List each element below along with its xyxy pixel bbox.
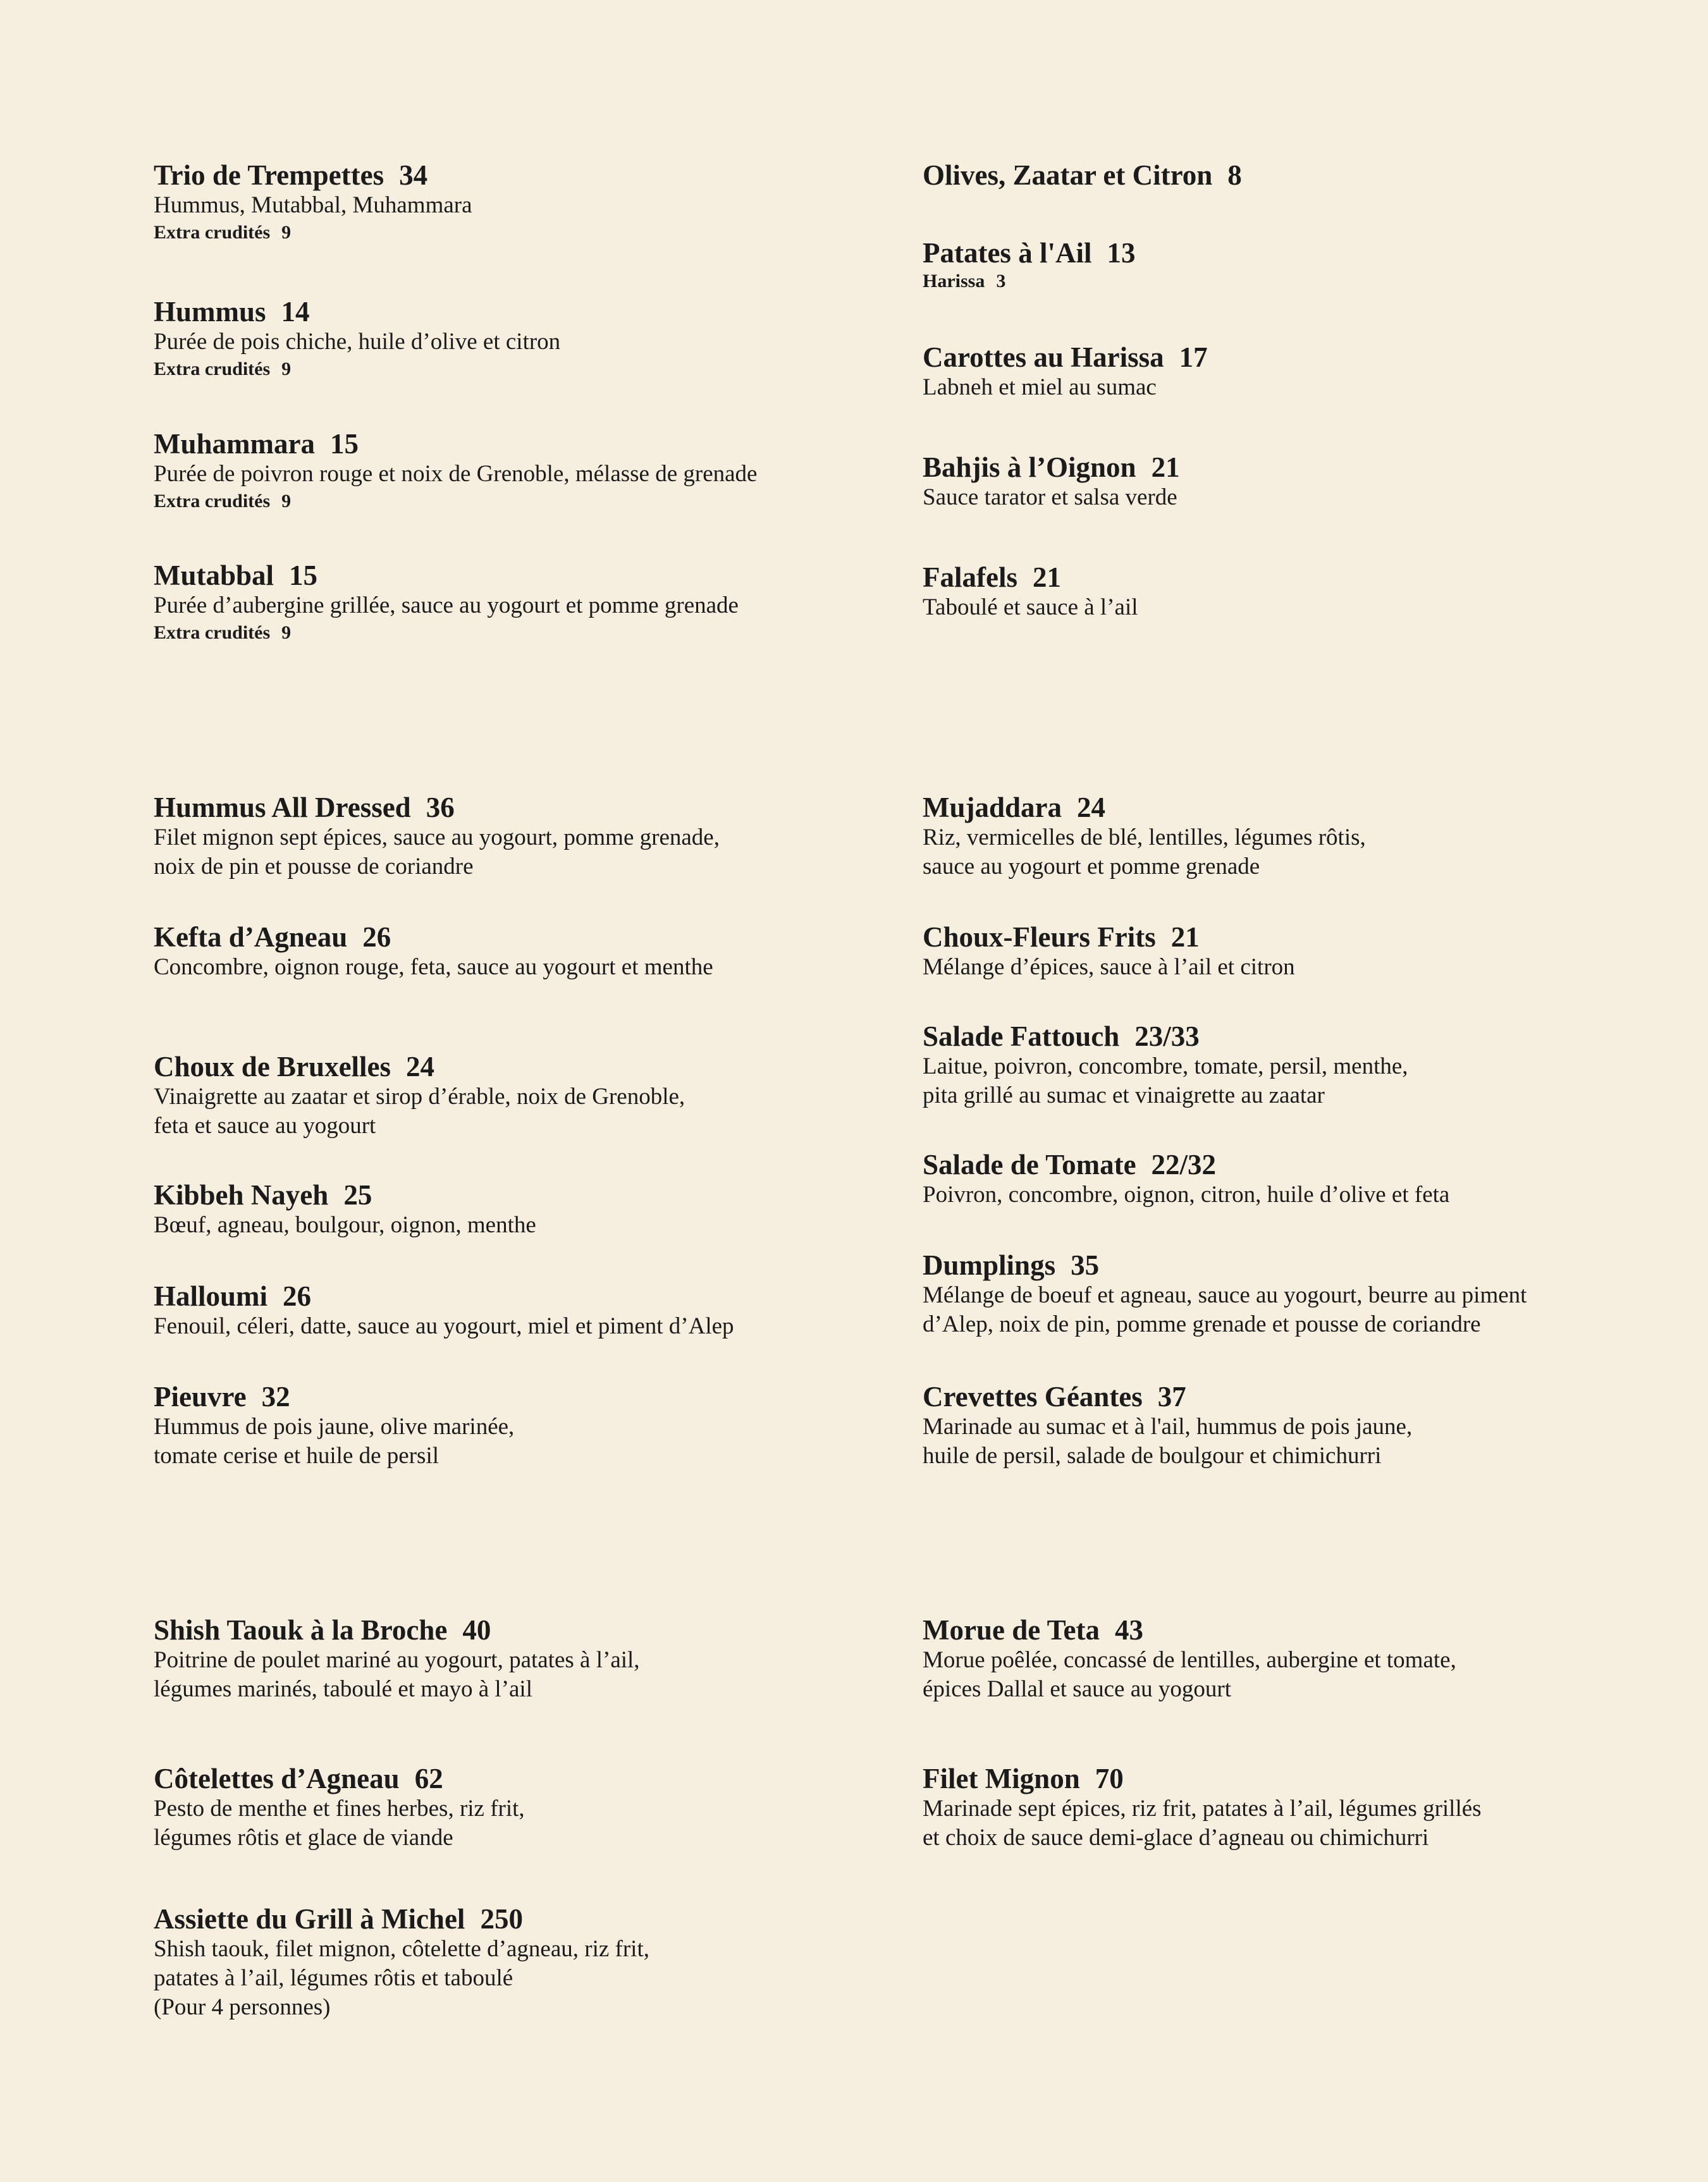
menu-item-name: Hummus xyxy=(154,296,266,328)
menu-item-price: 23/33 xyxy=(1134,1021,1200,1052)
extra-label: Extra crudités xyxy=(154,359,271,379)
menu-item-title xyxy=(154,1763,881,1794)
menu-item-description: tomate cerise et huile de persil xyxy=(154,1443,439,1469)
menu-item-title xyxy=(154,1051,881,1082)
menu-item-title xyxy=(923,1149,1650,1180)
menu-item-name: Choux de Bruxelles xyxy=(154,1051,391,1082)
menu-item xyxy=(154,159,881,245)
menu-item-price: 24 xyxy=(406,1051,435,1082)
menu-item-extra xyxy=(154,489,881,514)
menu-item-name: Filet Mignon xyxy=(923,1763,1080,1794)
menu-item-title xyxy=(923,1021,1650,1052)
menu-item-name: Kibbeh Nayeh xyxy=(154,1179,329,1211)
menu-item xyxy=(154,428,881,514)
menu-item-description: Poivron, concombre, oignon, citron, huile d’olive et feta xyxy=(923,1182,1450,1208)
menu-item-title xyxy=(154,792,881,823)
menu-item-title xyxy=(154,1179,881,1211)
menu-item-title xyxy=(154,921,881,953)
menu-item-price: 22/32 xyxy=(1151,1149,1217,1180)
menu-item-price: 26 xyxy=(362,921,391,953)
menu-item-name: Mutabbal xyxy=(154,560,274,591)
extra-label: Harissa xyxy=(923,271,985,291)
menu-item-description: Taboulé et sauce à l’ail xyxy=(923,594,1138,620)
menu-item-price: 21 xyxy=(1170,921,1200,953)
menu-item-description: Purée de pois chiche, huile d’olive et citron xyxy=(154,329,561,355)
menu-item-name: Carottes au Harissa xyxy=(923,341,1164,373)
menu-item xyxy=(923,341,1650,402)
menu-item-name: Falafels xyxy=(923,561,1017,593)
menu-item-description: huile de persil, salade de boulgour et chimichurri xyxy=(923,1443,1382,1469)
menu-item-description: Marinade sept épices, riz frit, patates à l’ail, légumes grillés xyxy=(923,1796,1482,1822)
extra-price: 9 xyxy=(281,359,292,379)
menu-item-title xyxy=(923,159,1650,191)
menu-item xyxy=(154,1614,881,1704)
menu-item-price: 37 xyxy=(1157,1381,1186,1413)
menu-item-extra xyxy=(154,620,881,646)
menu-item-name: Muhammara xyxy=(154,428,315,460)
menu-item-name: Dumplings xyxy=(923,1249,1056,1281)
menu-item xyxy=(923,1763,1650,1853)
menu-item-description: Purée d’aubergine grillée, sauce au yogourt et pomme grenade xyxy=(154,592,739,618)
menu-item-price: 32 xyxy=(261,1381,290,1413)
menu-item-title xyxy=(923,1381,1650,1413)
menu-item-price: 35 xyxy=(1071,1249,1100,1281)
menu-item-price: 62 xyxy=(414,1763,443,1794)
menu-item-title xyxy=(154,159,881,191)
menu-item-price: 40 xyxy=(462,1614,491,1646)
menu-item-name: Morue de Teta xyxy=(923,1614,1100,1646)
menu-item-title xyxy=(923,1763,1650,1794)
menu-item xyxy=(923,1614,1650,1704)
menu-item-price: 70 xyxy=(1095,1763,1124,1794)
menu-item-description: Bœuf, agneau, boulgour, oignon, menthe xyxy=(154,1212,536,1238)
menu-item-description: Morue poêlée, concassé de lentilles, aubergine et tomate, xyxy=(923,1647,1456,1673)
menu-item-description: Mélange de boeuf et agneau, sauce au yogourt, beurre au piment xyxy=(923,1282,1527,1308)
menu-item-description: feta et sauce au yogourt xyxy=(154,1113,376,1139)
menu-item xyxy=(923,237,1650,294)
menu-item-price: 25 xyxy=(343,1179,372,1211)
menu-item-title xyxy=(154,1903,881,1935)
menu-item-price: 34 xyxy=(399,159,428,191)
menu-item-title xyxy=(154,1280,881,1312)
menu-item-description: Hummus, Mutabbal, Muhammara xyxy=(154,192,472,218)
menu-item-description: Labneh et miel au sumac xyxy=(923,374,1157,400)
menu-item xyxy=(923,1249,1650,1339)
menu-item-description: Hummus de pois jaune, olive marinée, xyxy=(154,1414,515,1440)
menu-item-title xyxy=(923,792,1650,823)
menu-item-description: noix de pin et pousse de coriandre xyxy=(154,854,474,880)
menu-item xyxy=(154,1381,881,1471)
menu-item-description: Purée de poivron rouge et noix de Grenoble, mélasse de grenade xyxy=(154,461,758,487)
menu-item-description: d’Alep, noix de pin, pomme grenade et pousse de coriandre xyxy=(923,1311,1481,1337)
menu-item-price: 13 xyxy=(1107,237,1136,269)
menu-item-title xyxy=(154,296,881,328)
menu-item-description: Pesto de menthe et fines herbes, riz frit, xyxy=(154,1796,525,1822)
menu-item-name: Trio de Trempettes xyxy=(154,159,384,191)
menu-item-price: 43 xyxy=(1114,1614,1143,1646)
menu-item-title xyxy=(923,1614,1650,1646)
menu-item xyxy=(154,792,881,881)
menu-item-price: 15 xyxy=(289,560,318,591)
menu-item-title xyxy=(154,1381,881,1413)
menu-item-price: 15 xyxy=(329,428,359,460)
menu-item-name: Mujaddara xyxy=(923,792,1062,823)
extra-price: 9 xyxy=(281,222,292,243)
menu-item-description: Mélange d’épices, sauce à l’ail et citron xyxy=(923,954,1295,980)
menu-item-price: 26 xyxy=(283,1280,312,1312)
menu-item xyxy=(923,451,1650,512)
menu-item-price: 14 xyxy=(281,296,310,328)
extra-price: 9 xyxy=(281,622,292,643)
menu-item-description: sauce au yogourt et pomme grenade xyxy=(923,854,1260,880)
menu-item xyxy=(923,921,1650,982)
menu-item-name: Salade de Tomate xyxy=(923,1149,1136,1180)
menu-item xyxy=(154,921,881,982)
extra-label: Extra crudités xyxy=(154,622,271,643)
menu-item-extra xyxy=(154,220,881,245)
menu-item-name: Pieuvre xyxy=(154,1381,247,1413)
menu-item-name: Kefta d’Agneau xyxy=(154,921,348,953)
extra-price: 3 xyxy=(996,271,1006,291)
menu-item-title xyxy=(154,1614,881,1646)
menu-item-description: légumes rôtis et glace de viande xyxy=(154,1825,453,1851)
menu-item xyxy=(923,1381,1650,1471)
menu-item-description: (Pour 4 personnes) xyxy=(154,1994,331,2020)
menu-item xyxy=(154,1763,881,1853)
menu-item-name: Olives, Zaatar et Citron xyxy=(923,159,1213,191)
menu-item-name: Bahjis à l’Oignon xyxy=(923,451,1136,483)
menu-item xyxy=(154,1903,881,2022)
menu-item-description: Poitrine de poulet mariné au yogourt, patates à l’ail, xyxy=(154,1647,640,1673)
menu-item-title xyxy=(923,341,1650,373)
menu-item-title xyxy=(923,1249,1650,1281)
extra-label: Extra crudités xyxy=(154,491,271,512)
menu-item-name: Assiette du Grill à Michel xyxy=(154,1903,465,1935)
menu-item xyxy=(923,1021,1650,1110)
menu-item-description: Riz, vermicelles de blé, lentilles, légumes rôtis, xyxy=(923,824,1366,850)
menu-item-name: Halloumi xyxy=(154,1280,268,1312)
menu-item-name: Salade Fattouch xyxy=(923,1021,1120,1052)
menu-item-description: épices Dallal et sauce au yogourt xyxy=(923,1676,1231,1702)
extra-label: Extra crudités xyxy=(154,222,271,243)
menu-item-name: Crevettes Géantes xyxy=(923,1381,1143,1413)
menu-item-extra xyxy=(154,357,881,382)
extra-price: 9 xyxy=(281,491,292,512)
menu-item-price: 21 xyxy=(1151,451,1180,483)
menu-item-price: 24 xyxy=(1077,792,1106,823)
menu-item-price: 250 xyxy=(480,1903,523,1935)
menu-item-name: Shish Taouk à la Broche xyxy=(154,1614,448,1646)
menu-item-description: Marinade au sumac et à l'ail, hummus de pois jaune, xyxy=(923,1414,1413,1440)
menu-item-extra xyxy=(923,269,1650,294)
menu-item-title xyxy=(923,561,1650,593)
menu-item-price: 17 xyxy=(1179,341,1208,373)
menu-item-description: et choix de sauce demi-glace d’agneau ou chimichurri xyxy=(923,1825,1429,1851)
menu-item xyxy=(923,159,1650,191)
menu-item-description: Sauce tarator et salsa verde xyxy=(923,484,1177,510)
menu-item-description: patates à l’ail, légumes rôtis et taboulé xyxy=(154,1965,513,1991)
menu-item xyxy=(154,296,881,382)
menu-item-title xyxy=(154,428,881,460)
menu-item xyxy=(154,1179,881,1240)
menu-item-description: pita grillé au sumac et vinaigrette au zaatar xyxy=(923,1082,1325,1108)
menu-item-name: Choux-Fleurs Frits xyxy=(923,921,1156,953)
menu-item-description: Vinaigrette au zaatar et sirop d’érable, noix de Grenoble, xyxy=(154,1084,685,1110)
menu-item-description: légumes marinés, taboulé et mayo à l’ail xyxy=(154,1676,532,1702)
menu-item xyxy=(154,560,881,646)
menu-item-description: Shish taouk, filet mignon, côtelette d’agneau, riz frit, xyxy=(154,1936,649,1962)
menu-item xyxy=(923,1149,1650,1210)
menu-item-description: Laitue, poivron, concombre, tomate, persil, menthe, xyxy=(923,1053,1408,1079)
menu-item-name: Hummus All Dressed xyxy=(154,792,411,823)
menu-item xyxy=(923,792,1650,881)
menu-item-title xyxy=(923,921,1650,953)
menu-item-description: Fenouil, céleri, datte, sauce au yogourt, miel et piment d’Alep xyxy=(154,1313,734,1339)
menu-item-title xyxy=(154,560,881,591)
menu-item-description: Filet mignon sept épices, sauce au yogourt, pomme grenade, xyxy=(154,824,720,850)
menu-item-price: 8 xyxy=(1227,159,1242,191)
menu-item-price: 36 xyxy=(426,792,455,823)
menu-item-title xyxy=(923,451,1650,483)
menu-item xyxy=(923,561,1650,622)
menu-item-name: Côtelettes d’Agneau xyxy=(154,1763,400,1794)
menu-item-price: 21 xyxy=(1032,561,1061,593)
menu-item-name: Patates à l'Ail xyxy=(923,237,1092,269)
menu-item xyxy=(154,1280,881,1341)
menu-item xyxy=(154,1051,881,1141)
menu-item-title xyxy=(923,237,1650,269)
menu-item-description: Concombre, oignon rouge, feta, sauce au yogourt et menthe xyxy=(154,954,713,980)
